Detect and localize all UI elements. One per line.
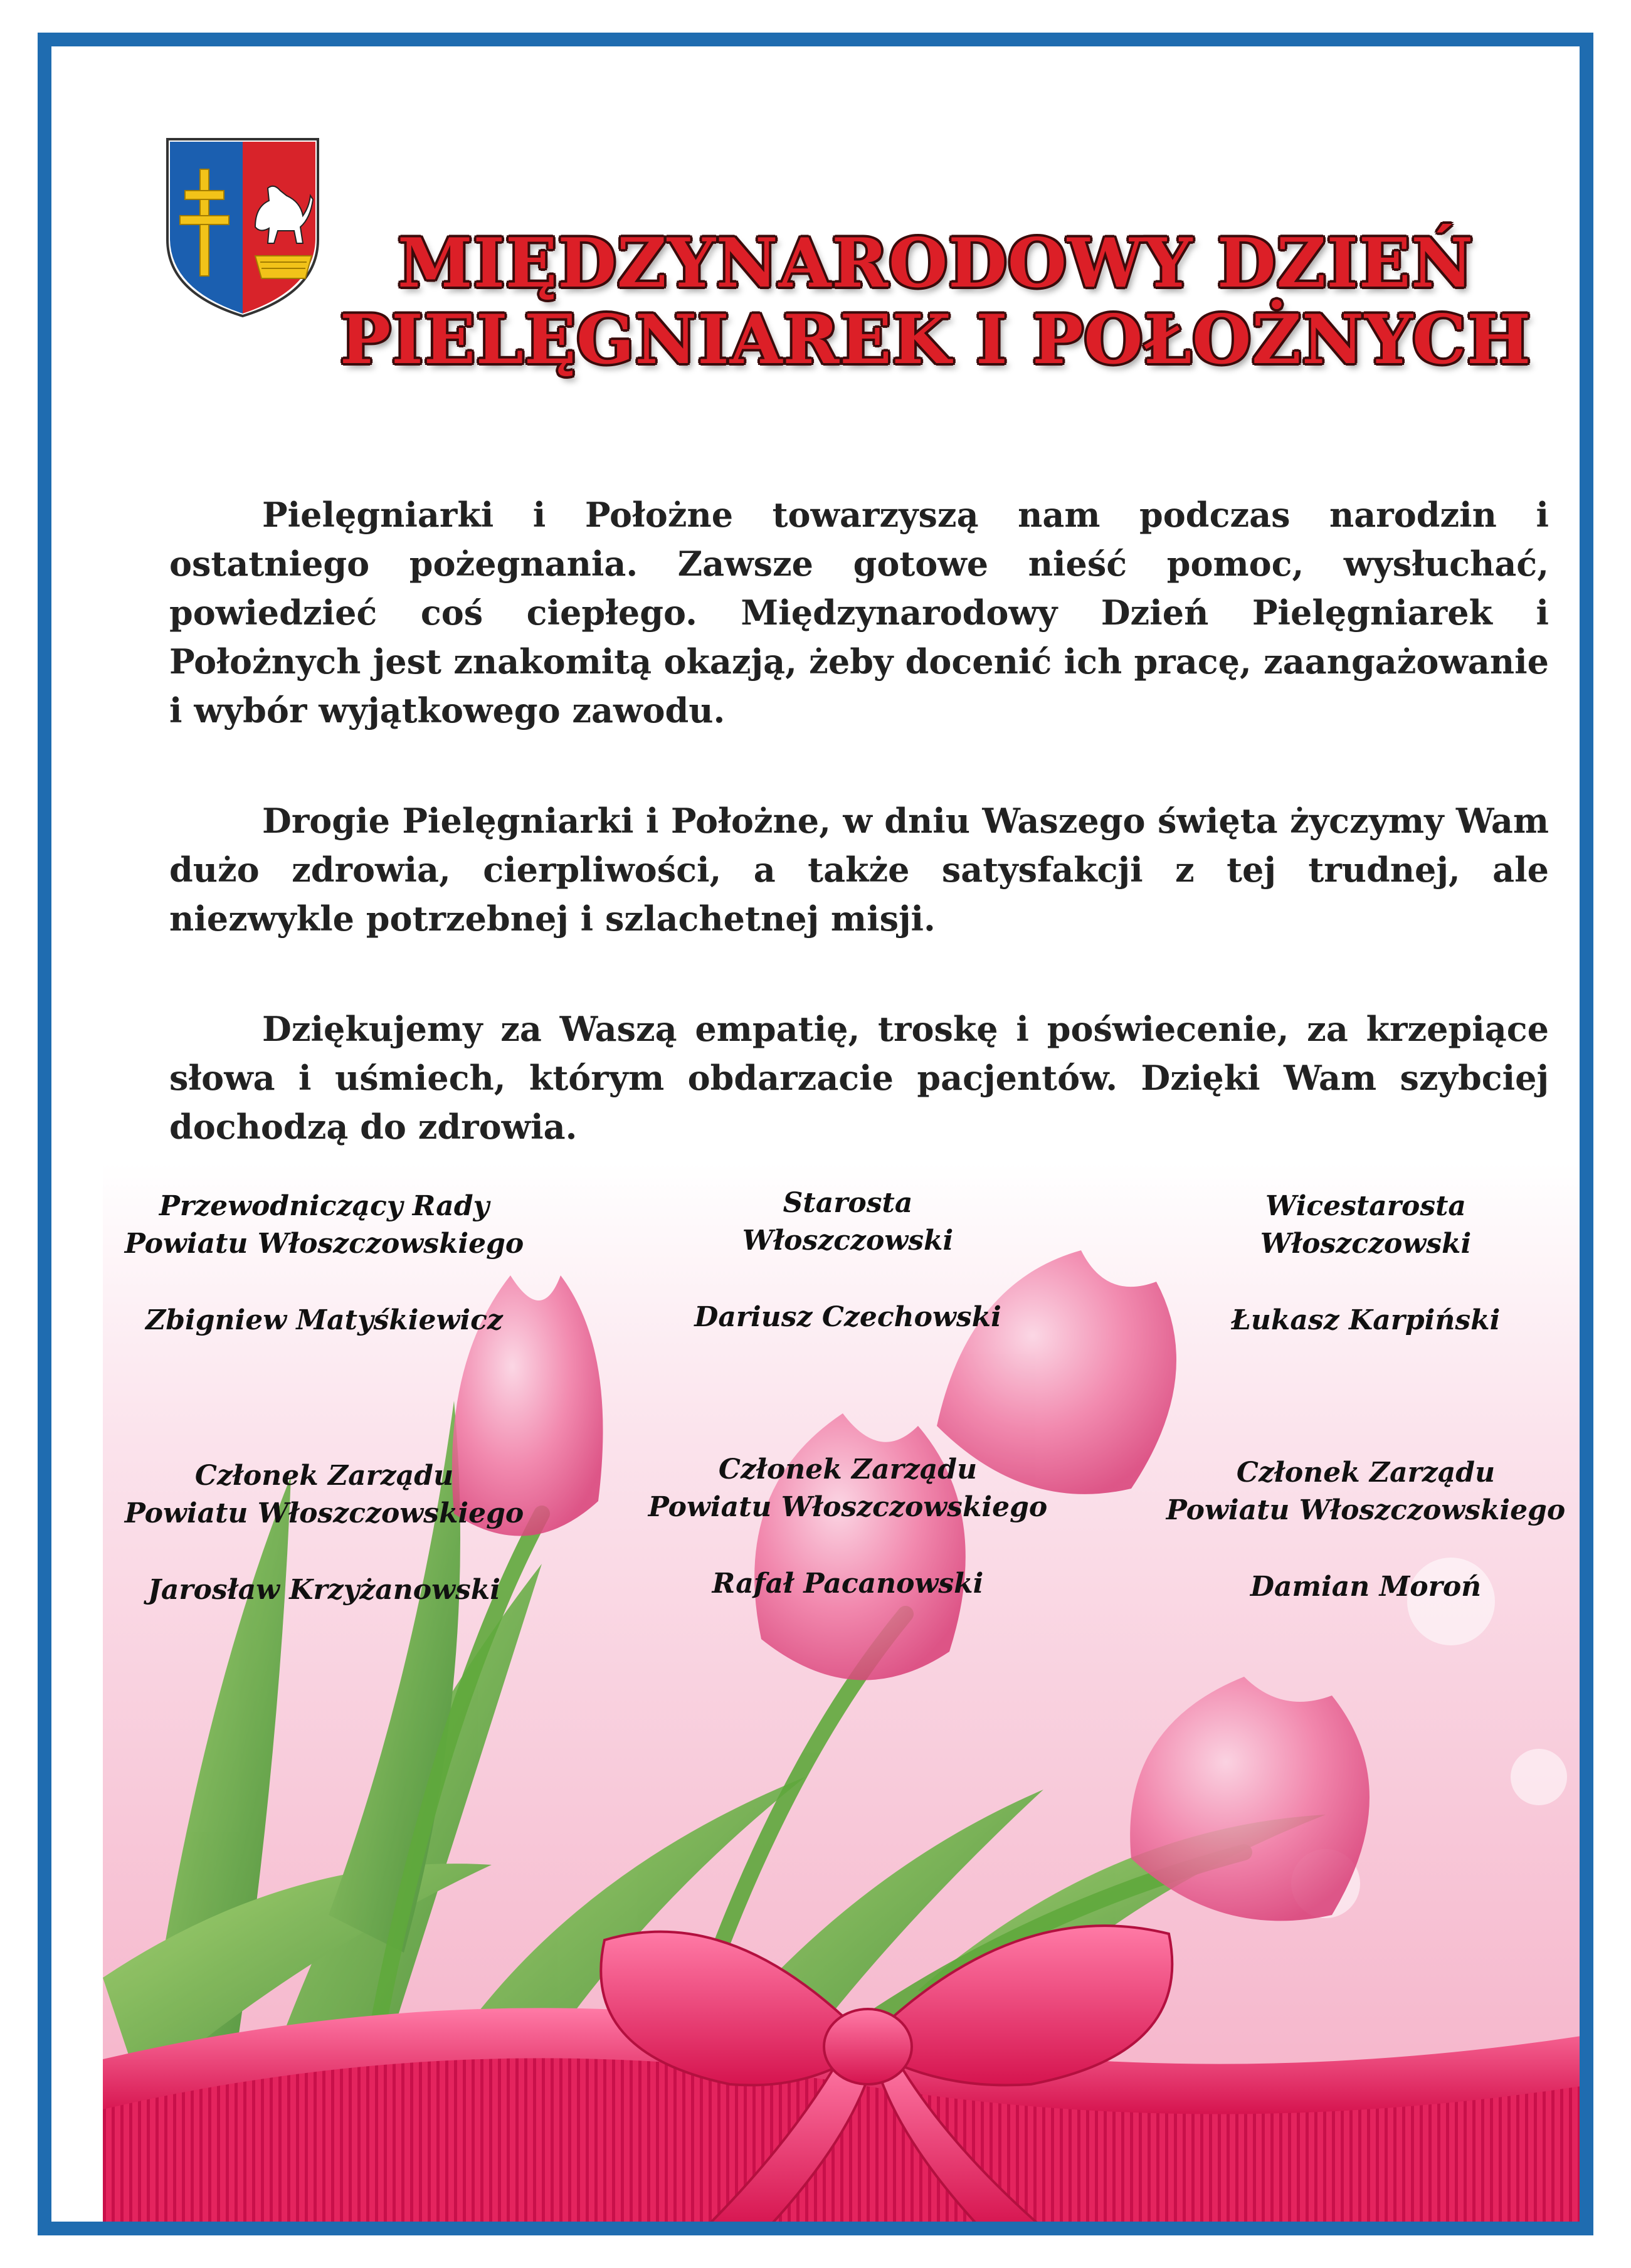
signature-role-line: Członek Zarządu bbox=[194, 1460, 454, 1492]
poster-title bbox=[271, 225, 1593, 378]
signature-role-line: Włoszczowski bbox=[1260, 1228, 1472, 1260]
paragraph-1: Pielęgniarki i Położne towarzyszą nam podczas narodzin i ostatniego pożegnania. Zawsze gotowe nieść pomoc, wysłuchać, powiedzieć coś ciepłego. Międzynarodowy Dzień Pielęgniarek i Położnych jest znakomitą okazją, żeby docenić ich pracę, zaangażowanie i wybór wyjątkowego zawodu. bbox=[169, 495, 1549, 731]
signature-role-line: Członek Zarządu bbox=[718, 1453, 978, 1485]
signature-role-line: Starosta bbox=[783, 1187, 913, 1219]
poster-frame bbox=[38, 33, 1593, 2235]
signature-role-line: Wicestarosta bbox=[1265, 1190, 1466, 1222]
paragraph-3: Dziękujemy za Waszą empatię, troskę i poświecenie, za krzepiące słowa i uśmiech, którym obdarzacie pacjentów. Dzięki Wam szybciej dochodzą do zdrowia. bbox=[169, 1009, 1549, 1147]
title-line-2: PIELĘGNIAREK I POŁOŻNYCH bbox=[339, 300, 1532, 379]
title-line-1: MIĘDZYNARODOWY DZIEŃ bbox=[397, 224, 1474, 303]
signature-role-line: Powiatu Włoszczowskiego bbox=[124, 1497, 524, 1529]
signature-role-line: Powiatu Włoszczowskiego bbox=[1166, 1494, 1566, 1526]
signature-role-line: Przewodniczący Rady bbox=[159, 1190, 490, 1222]
signature-name: Rafał Pacanowski bbox=[712, 1568, 984, 1600]
signature-role-line: Włoszczowski bbox=[742, 1225, 954, 1257]
signature-name: Damian Moroń bbox=[1250, 1571, 1482, 1603]
paragraph-2: Drogie Pielęgniarki i Położne, w dniu Waszego święta życzymy Wam dużo zdrowia, cierpliwości, a także satysfakcji z tej trudnej, ale niezwykle potrzebnej i szlachetnej misji. bbox=[169, 801, 1549, 939]
signature-role-line: Członek Zarządu bbox=[1236, 1457, 1496, 1489]
signature-role-line: Powiatu Włoszczowskiego bbox=[124, 1228, 524, 1260]
signature-block bbox=[80, 1188, 569, 1339]
signature-role-line: Powiatu Włoszczowskiego bbox=[648, 1491, 1048, 1523]
signature-name: Zbigniew Matyśkiewicz bbox=[145, 1304, 503, 1336]
signature-block bbox=[1121, 1454, 1593, 1606]
signature-block bbox=[603, 1451, 1092, 1603]
signature-block bbox=[603, 1184, 1092, 1336]
signature-name: Dariusz Czechowski bbox=[694, 1301, 1001, 1333]
signature-block bbox=[1121, 1188, 1593, 1339]
signature-name: Jarosław Krzyżanowski bbox=[148, 1574, 500, 1606]
signature-name: Łukasz Karpiński bbox=[1231, 1304, 1501, 1336]
greeting-text bbox=[169, 490, 1549, 1151]
signature-block bbox=[80, 1457, 569, 1609]
